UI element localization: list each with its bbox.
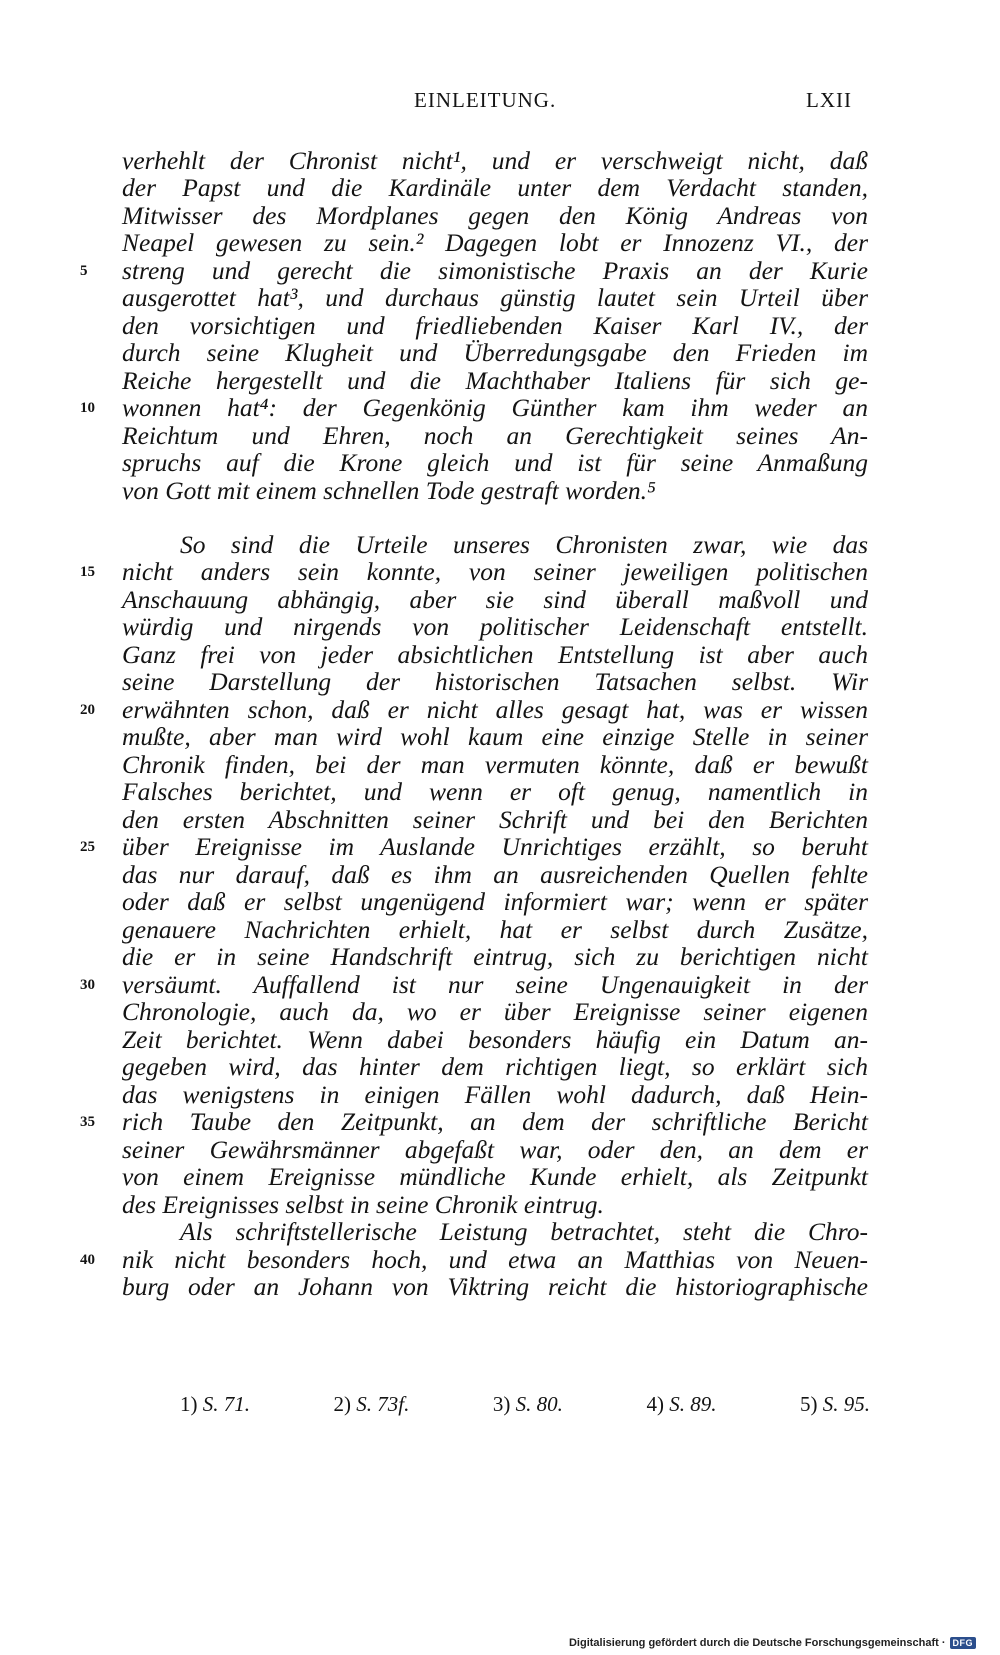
footnote (334, 1392, 410, 1422)
footnote-reference: S. 71. (202, 1392, 250, 1416)
text-line: das nur darauf, daß es ihm an ausreichenden Quellen fehlte (122, 860, 868, 889)
line-number: 5 (80, 263, 88, 279)
dfg-logo: DFG (950, 1637, 977, 1649)
text-line: die er in seine Handschrift eintrug, sich zu berichtigen nicht (122, 942, 868, 971)
text-line: das wenigstens in einigen Fällen wohl dadurch, daß Hein- (122, 1080, 868, 1109)
footnote (800, 1392, 870, 1422)
text-line: der Papst und die Kardinäle unter dem Verdacht standen, (122, 173, 868, 202)
text-line: Ganz frei von jeder absichtlichen Entstellung ist aber auch (122, 640, 868, 669)
text-line: Falsches berichtet, und wenn er oft genug, namentlich in (122, 777, 868, 806)
text-line: ausgerottet hat³, und durchaus günstig lautet sein Urteil über (122, 283, 868, 312)
text-line: Mitwisser des Mordplanes gegen den König Andreas von (122, 201, 868, 230)
page-folio: LXII (806, 88, 852, 112)
text-line: mußte, aber man wird wohl kaum eine einzige Stelle in seiner (122, 722, 868, 751)
text-line: gegeben wird, das hinter dem richtigen liegt, so erklärt sich (122, 1052, 868, 1081)
footnote-number: 2) (333, 1392, 357, 1416)
text-line: rich Taube den Zeitpunkt, an dem der schriftliche Bericht (122, 1107, 868, 1136)
footnote (493, 1392, 563, 1422)
text-line: seine Darstellung der historischen Tatsachen selbst. Wir (122, 667, 868, 696)
line-number: 25 (80, 839, 95, 855)
footnote-number: 1) (180, 1392, 203, 1416)
text-line: versäumt. Auffallend ist nur seine Ungenauigkeit in der (122, 970, 868, 999)
digitization-credit (569, 1637, 976, 1649)
text-line: Zeit berichtet. Wenn dabei besonders häufig ein Datum an- (122, 1025, 868, 1054)
text-line: Reichtum und Ehren, noch an Gerechtigkeit seines An- (122, 421, 868, 450)
text-line: von einem Ereignisse mündliche Kunde erhielt, als Zeitpunkt (122, 1162, 868, 1191)
text-line: des Ereignisses selbst in seine Chronik eintrug. (122, 1190, 604, 1219)
text-line: würdig und nirgends von politischer Leidenschaft entstellt. (122, 612, 868, 641)
footnote-number: 3) (492, 1392, 516, 1416)
text-line: verhehlt der Chronist nicht¹, und er verschweigt nicht, daß (122, 146, 868, 175)
credit-text: Digitalisierung gefördert durch die Deutsche Forschungsgemeinschaft · (568, 1637, 946, 1649)
text-line: erwähnten schon, daß er nicht alles gesagt hat, was er wissen (122, 695, 868, 724)
running-header (0, 88, 1000, 118)
footnote (180, 1392, 250, 1422)
text-line: nik nicht besonders hoch, und etwa an Matthias von Neuen- (122, 1245, 868, 1274)
footnote-reference: S. 80. (515, 1392, 563, 1416)
line-number: 20 (80, 702, 95, 718)
text-line: wonnen hat⁴: der Gegenkönig Günther kam ihm weder an (122, 393, 868, 422)
text-line: genauere Nachrichten erhielt, hat er selbst durch Zusätze, (122, 915, 868, 944)
footnote (646, 1392, 716, 1422)
footnotes (180, 1392, 870, 1422)
text-line: seiner Gewährsmänner abgefaßt war, oder den, an dem er (122, 1135, 868, 1164)
text-line: den vorsichtigen und friedliebenden Kaiser Karl IV., der (122, 311, 868, 340)
text-line: streng und gerecht die simonistische Praxis an der Kurie (122, 256, 868, 285)
line-number: 30 (80, 977, 95, 993)
footnote-reference: S. 89. (669, 1392, 717, 1416)
text-line: nicht anders sein konnte, von seiner jeweiligen politischen (122, 557, 868, 586)
text-line: Reiche hergestellt und die Machthaber Italiens für sich ge- (122, 366, 868, 395)
text-line: Chronologie, auch da, wo er über Ereignisse seiner eigenen (122, 997, 868, 1026)
footnote-reference: S. 95. (822, 1392, 870, 1416)
text-line: oder daß er selbst ungenügend informiert war; wenn er später (122, 887, 868, 916)
text-line: durch seine Klugheit und Überredungsgabe den Frieden im (122, 338, 868, 367)
text-line: Neapel gewesen zu sein.² Dagegen lobt er Innozenz VI., der (122, 228, 868, 257)
line-number: 40 (80, 1252, 95, 1268)
text-line: spruchs auf die Krone gleich und ist für seine Anmaßung (122, 448, 868, 477)
text-line: Anschauung abhängig, aber sie sind überall maßvoll und (122, 585, 868, 614)
line-number: 10 (80, 400, 95, 416)
text-line: Als schriftstellerische Leistung betrachtet, steht die Chro- (180, 1217, 868, 1246)
text-line: von Gott mit einem schnellen Tode gestraft worden.⁵ (122, 476, 656, 505)
text-line: Chronik finden, bei der man vermuten könnte, daß er bewußt (122, 750, 868, 779)
line-number: 35 (80, 1114, 95, 1130)
header-title: EINLEITUNG. (414, 88, 557, 112)
footnote-number: 4) (646, 1392, 670, 1416)
text-line: den ersten Abschnitten seiner Schrift und bei den Berichten (122, 805, 868, 834)
text-line: So sind die Urteile unseres Chronisten zwar, wie das (180, 530, 868, 559)
line-number: 15 (80, 564, 95, 580)
text-line: über Ereignisse im Auslande Unrichtiges erzählt, so beruht (122, 832, 868, 861)
footnote-reference: S. 73f. (356, 1392, 410, 1416)
text-line: burg oder an Johann von Viktring reicht die historiographische (122, 1272, 868, 1301)
footnote-number: 5) (799, 1392, 823, 1416)
